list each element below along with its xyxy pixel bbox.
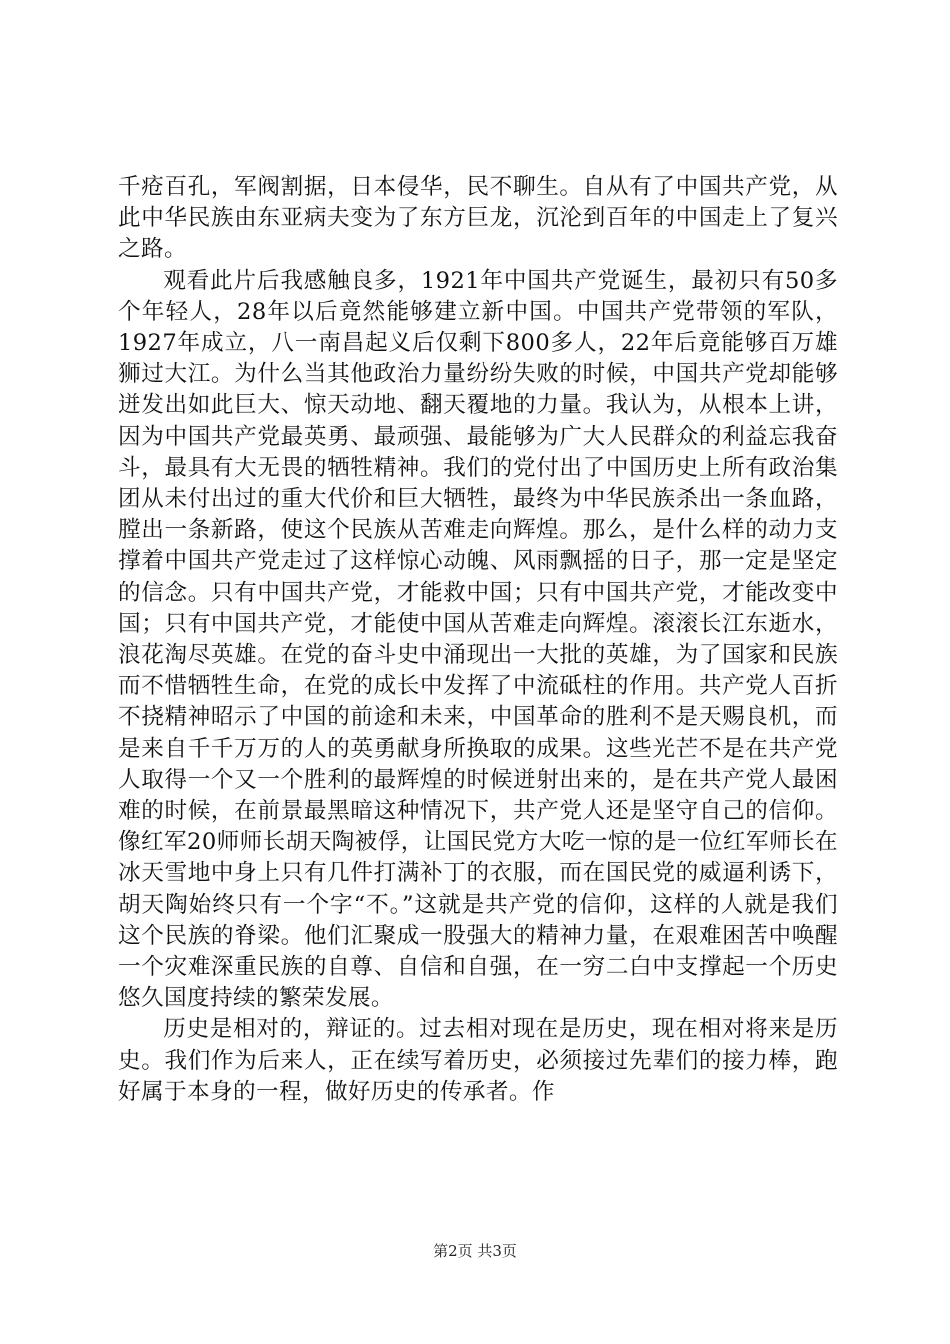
paragraph-2: 观看此片后我感触良多，1921年中国共产党诞生，最初只有50多个年轻人，28年以后竟然能够建立新中国。中国共产党带领的军队，1927年成立，八一南昌起义后仅剩下800多人，22年后竟能够百万雄狮过大江。为什么当其他政治力量纷纷失败的时候，中国共产党却能够迸发出如此巨大、惊天动地、翻天覆地的力量。我认为，从根本上讲，因为中国共产党最英勇、最顽强、最能够为广大人民群众的利益忘我奋斗，最具有大无畏的牺牲精神。我们的党付出了中国历史上所有政治集团从未付出过的重大代价和巨大牺牲，最终为中华民族杀出一条血路，膛出一条新路，使这个民族从苦难走向辉煌。那么，是什么样的动力支撑着中国共产党走过了这样惊心动魄、风雨飘摇的日子，那一定是坚定的信念。只有中国共产党，才能救中国；只有中国共产党，才能改变中国；只有中国共产党，才能使中国从苦难走向辉煌。滚滚长江东逝水，浪花淘尽英雄。在党的奋斗史中涌现出一大批的英雄，为了国家和民族而不惜牺牲生命，在党的成长中发挥了中流砥柱的作用。共产党人百折不挠精神昭示了中国的前途和未来，中国革命的胜利不是天赐良机，而是来自千千万万的人的英勇献身所换取的成果。这些光芒不是在共产党人取得一个又一个胜利的最辉煌的时候迸射出来的，是在共产党人最困难的时候，在前景最黑暗这种情况下，共产党人还是坚守自己的信仰。像红军20师师长胡天陶被俘，让国民党方大吃一惊的是一位红军师长在冰天雪地中身上只有几件打满补丁的衣服，而在国民党的威逼利诱下，胡天陶始终只有一个字“不。”这就是共产党的信仰，这样的人就是我们这个民族的脊梁。他们汇聚成一股强大的精神力量，在艰难困苦中唤醒一个灾难深重民族的自尊、自信和自强，在一穷二白中支撑起一个历史悠久国度持续的繁荣发展。 [118,267,838,1012]
body-text [118,172,838,1108]
paragraph-1: 千疮百孔，军阀割据，日本侵华，民不聊生。自从有了中国共产党，从此中华民族由东亚病夫变为了东方巨龙，沉沦到百年的中国走上了复兴之路。 [118,174,838,263]
page-footer: 第2页 共3页 [433,1242,517,1260]
paragraph-3: 历史是相对的，辩证的。过去相对现在是历史，现在相对将来是历史。我们作为后来人，正在续写着历史，必须接过先辈们的接力棒，跑好属于本身的一程，做好历史的传承者。作 [118,1016,838,1105]
